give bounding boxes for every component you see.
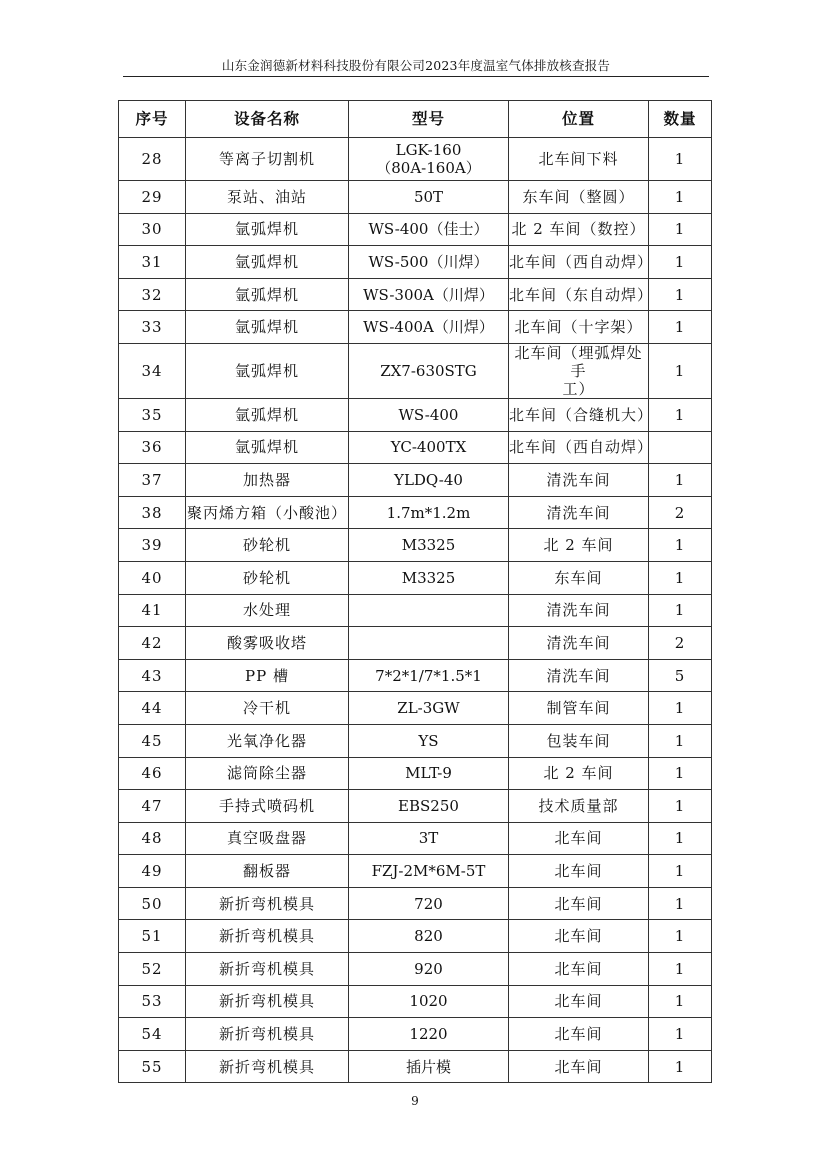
equipment-table	[118, 100, 712, 1083]
table-row	[119, 692, 712, 725]
cell-no: 45	[119, 724, 186, 757]
table-row	[119, 953, 712, 986]
cell-equipment-name: 新折弯机模具	[186, 887, 349, 920]
cell-location: 技术质量部	[509, 790, 649, 823]
cell-quantity: 1	[649, 855, 712, 888]
cell-no: 37	[119, 464, 186, 497]
cell-model: M3325	[349, 529, 509, 562]
cell-quantity: 5	[649, 659, 712, 692]
cell-equipment-name: 光氧净化器	[186, 724, 349, 757]
cell-quantity: 1	[649, 692, 712, 725]
table-row	[119, 138, 712, 181]
cell-equipment-name: 砂轮机	[186, 561, 349, 594]
cell-equipment-name: 氩弧焊机	[186, 398, 349, 431]
table-row	[119, 594, 712, 627]
cell-model: FZJ-2M*6M-5T	[349, 855, 509, 888]
cell-no: 49	[119, 855, 186, 888]
cell-quantity: 1	[649, 724, 712, 757]
table-row	[119, 181, 712, 214]
cell-no: 51	[119, 920, 186, 953]
cell-location: 北车间	[509, 1018, 649, 1051]
cell-quantity: 1	[649, 138, 712, 181]
cell-equipment-name: 新折弯机模具	[186, 1018, 349, 1051]
cell-model: ZL-3GW	[349, 692, 509, 725]
table-row	[119, 757, 712, 790]
cell-quantity: 1	[649, 311, 712, 344]
cell-equipment-name: 氩弧焊机	[186, 343, 349, 398]
cell-model: 920	[349, 953, 509, 986]
cell-quantity	[649, 431, 712, 464]
cell-equipment-name: 聚丙烯方箱（小酸池）	[186, 496, 349, 529]
cell-location: 包装车间	[509, 724, 649, 757]
table-row	[119, 278, 712, 311]
cell-quantity: 1	[649, 278, 712, 311]
header-rule	[123, 76, 709, 77]
table-row	[119, 724, 712, 757]
column-header-model: 型号	[349, 101, 509, 138]
cell-no: 48	[119, 822, 186, 855]
cell-model: 1220	[349, 1018, 509, 1051]
table-row	[119, 887, 712, 920]
cell-quantity: 1	[649, 343, 712, 398]
cell-location: 北车间（埋弧焊处手 工）	[509, 343, 649, 398]
table-body	[119, 138, 712, 1083]
cell-location: 北车间	[509, 1050, 649, 1083]
cell-no: 41	[119, 594, 186, 627]
cell-equipment-name: 滤筒除尘器	[186, 757, 349, 790]
cell-quantity: 1	[649, 790, 712, 823]
cell-equipment-name: 新折弯机模具	[186, 985, 349, 1018]
cell-quantity: 2	[649, 627, 712, 660]
cell-model: 1.7m*1.2m	[349, 496, 509, 529]
table-row	[119, 561, 712, 594]
cell-model: 7*2*1/7*1.5*1	[349, 659, 509, 692]
cell-model: ZX7-630STG	[349, 343, 509, 398]
cell-location: 北车间（西自动焊）	[509, 431, 649, 464]
cell-quantity: 1	[649, 529, 712, 562]
cell-quantity: 2	[649, 496, 712, 529]
cell-equipment-name: 水处理	[186, 594, 349, 627]
cell-no: 36	[119, 431, 186, 464]
cell-location: 清洗车间	[509, 627, 649, 660]
cell-quantity: 1	[649, 464, 712, 497]
cell-quantity: 1	[649, 1050, 712, 1083]
table-row	[119, 822, 712, 855]
cell-quantity: 1	[649, 757, 712, 790]
cell-location: 北 2 车间	[509, 757, 649, 790]
cell-no: 43	[119, 659, 186, 692]
cell-location: 北车间（十字架）	[509, 311, 649, 344]
cell-quantity: 1	[649, 920, 712, 953]
table-row	[119, 985, 712, 1018]
cell-location: 清洗车间	[509, 496, 649, 529]
cell-location: 清洗车间	[509, 594, 649, 627]
cell-no: 53	[119, 985, 186, 1018]
cell-no: 46	[119, 757, 186, 790]
cell-location: 北车间下料	[509, 138, 649, 181]
cell-equipment-name: 泵站、油站	[186, 181, 349, 214]
cell-no: 47	[119, 790, 186, 823]
cell-quantity: 1	[649, 246, 712, 279]
cell-location: 北车间	[509, 855, 649, 888]
table-row	[119, 343, 712, 398]
table-row	[119, 627, 712, 660]
cell-quantity: 1	[649, 181, 712, 214]
cell-no: 42	[119, 627, 186, 660]
cell-model: MLT-9	[349, 757, 509, 790]
cell-model	[349, 627, 509, 660]
cell-no: 40	[119, 561, 186, 594]
cell-location: 北车间	[509, 822, 649, 855]
cell-no: 33	[119, 311, 186, 344]
cell-model: WS-500（川焊）	[349, 246, 509, 279]
cell-model: YC-400TX	[349, 431, 509, 464]
table-row	[119, 431, 712, 464]
cell-location: 北车间	[509, 887, 649, 920]
cell-equipment-name: 新折弯机模具	[186, 1050, 349, 1083]
cell-no: 39	[119, 529, 186, 562]
cell-model: WS-300A（川焊）	[349, 278, 509, 311]
cell-no: 29	[119, 181, 186, 214]
cell-no: 44	[119, 692, 186, 725]
table-row	[119, 246, 712, 279]
cell-no: 35	[119, 398, 186, 431]
cell-model: 插片模	[349, 1050, 509, 1083]
table-row	[119, 311, 712, 344]
cell-no: 32	[119, 278, 186, 311]
cell-location: 清洗车间	[509, 659, 649, 692]
cell-model: 1020	[349, 985, 509, 1018]
table-row	[119, 529, 712, 562]
cell-location: 制管车间	[509, 692, 649, 725]
cell-quantity: 1	[649, 594, 712, 627]
cell-quantity: 1	[649, 213, 712, 246]
cell-location: 北 2 车间（数控）	[509, 213, 649, 246]
cell-no: 54	[119, 1018, 186, 1051]
cell-equipment-name: 酸雾吸收塔	[186, 627, 349, 660]
table-row	[119, 920, 712, 953]
cell-quantity: 1	[649, 1018, 712, 1051]
cell-model: YS	[349, 724, 509, 757]
cell-model: WS-400	[349, 398, 509, 431]
page-header: 山东金润德新材料科技股份有限公司2023年度温室气体排放核查报告	[221, 58, 611, 73]
table-row	[119, 659, 712, 692]
cell-equipment-name: 等离子切割机	[186, 138, 349, 181]
cell-model: 3T	[349, 822, 509, 855]
cell-quantity: 1	[649, 822, 712, 855]
cell-equipment-name: 新折弯机模具	[186, 953, 349, 986]
cell-model: 50T	[349, 181, 509, 214]
table-row	[119, 790, 712, 823]
cell-location: 清洗车间	[509, 464, 649, 497]
table-row	[119, 213, 712, 246]
cell-equipment-name: PP 槽	[186, 659, 349, 692]
cell-quantity: 1	[649, 398, 712, 431]
column-header-no: 序号	[119, 101, 186, 138]
cell-location: 东车间（整圆）	[509, 181, 649, 214]
cell-location: 北车间（西自动焊）	[509, 246, 649, 279]
cell-quantity: 1	[649, 561, 712, 594]
cell-no: 34	[119, 343, 186, 398]
cell-equipment-name: 氩弧焊机	[186, 311, 349, 344]
table-row	[119, 496, 712, 529]
column-header-name: 设备名称	[186, 101, 349, 138]
cell-model: 720	[349, 887, 509, 920]
cell-location: 北车间	[509, 985, 649, 1018]
cell-model: WS-400A（川焊）	[349, 311, 509, 344]
cell-equipment-name: 氩弧焊机	[186, 246, 349, 279]
cell-model: M3325	[349, 561, 509, 594]
cell-location: 北车间（合缝机大）	[509, 398, 649, 431]
column-header-location: 位置	[509, 101, 649, 138]
table-row	[119, 1018, 712, 1051]
cell-equipment-name: 加热器	[186, 464, 349, 497]
table-header-row	[119, 101, 712, 138]
cell-equipment-name: 冷干机	[186, 692, 349, 725]
cell-location: 北 2 车间	[509, 529, 649, 562]
cell-model: YLDQ-40	[349, 464, 509, 497]
cell-model: EBS250	[349, 790, 509, 823]
cell-equipment-name: 真空吸盘器	[186, 822, 349, 855]
cell-no: 31	[119, 246, 186, 279]
cell-equipment-name: 新折弯机模具	[186, 920, 349, 953]
cell-location: 北车间	[509, 920, 649, 953]
cell-no: 50	[119, 887, 186, 920]
cell-no: 30	[119, 213, 186, 246]
table-row	[119, 1050, 712, 1083]
table-row	[119, 464, 712, 497]
cell-equipment-name: 氩弧焊机	[186, 431, 349, 464]
column-header-qty: 数量	[649, 101, 712, 138]
cell-no: 38	[119, 496, 186, 529]
cell-location: 北车间（东自动焊）	[509, 278, 649, 311]
cell-no: 55	[119, 1050, 186, 1083]
cell-no: 28	[119, 138, 186, 181]
cell-quantity: 1	[649, 887, 712, 920]
cell-quantity: 1	[649, 985, 712, 1018]
cell-location: 北车间	[509, 953, 649, 986]
cell-model: LGK-160 （80A-160A）	[349, 138, 509, 181]
table-row	[119, 398, 712, 431]
cell-no: 52	[119, 953, 186, 986]
page-number: 9	[411, 1094, 419, 1108]
cell-equipment-name: 砂轮机	[186, 529, 349, 562]
cell-equipment-name: 氩弧焊机	[186, 213, 349, 246]
cell-location: 东车间	[509, 561, 649, 594]
cell-model: 820	[349, 920, 509, 953]
cell-equipment-name: 翻板器	[186, 855, 349, 888]
cell-equipment-name: 手持式喷码机	[186, 790, 349, 823]
cell-equipment-name: 氩弧焊机	[186, 278, 349, 311]
cell-model: WS-400（佳士）	[349, 213, 509, 246]
table-row	[119, 855, 712, 888]
cell-quantity: 1	[649, 953, 712, 986]
cell-model	[349, 594, 509, 627]
